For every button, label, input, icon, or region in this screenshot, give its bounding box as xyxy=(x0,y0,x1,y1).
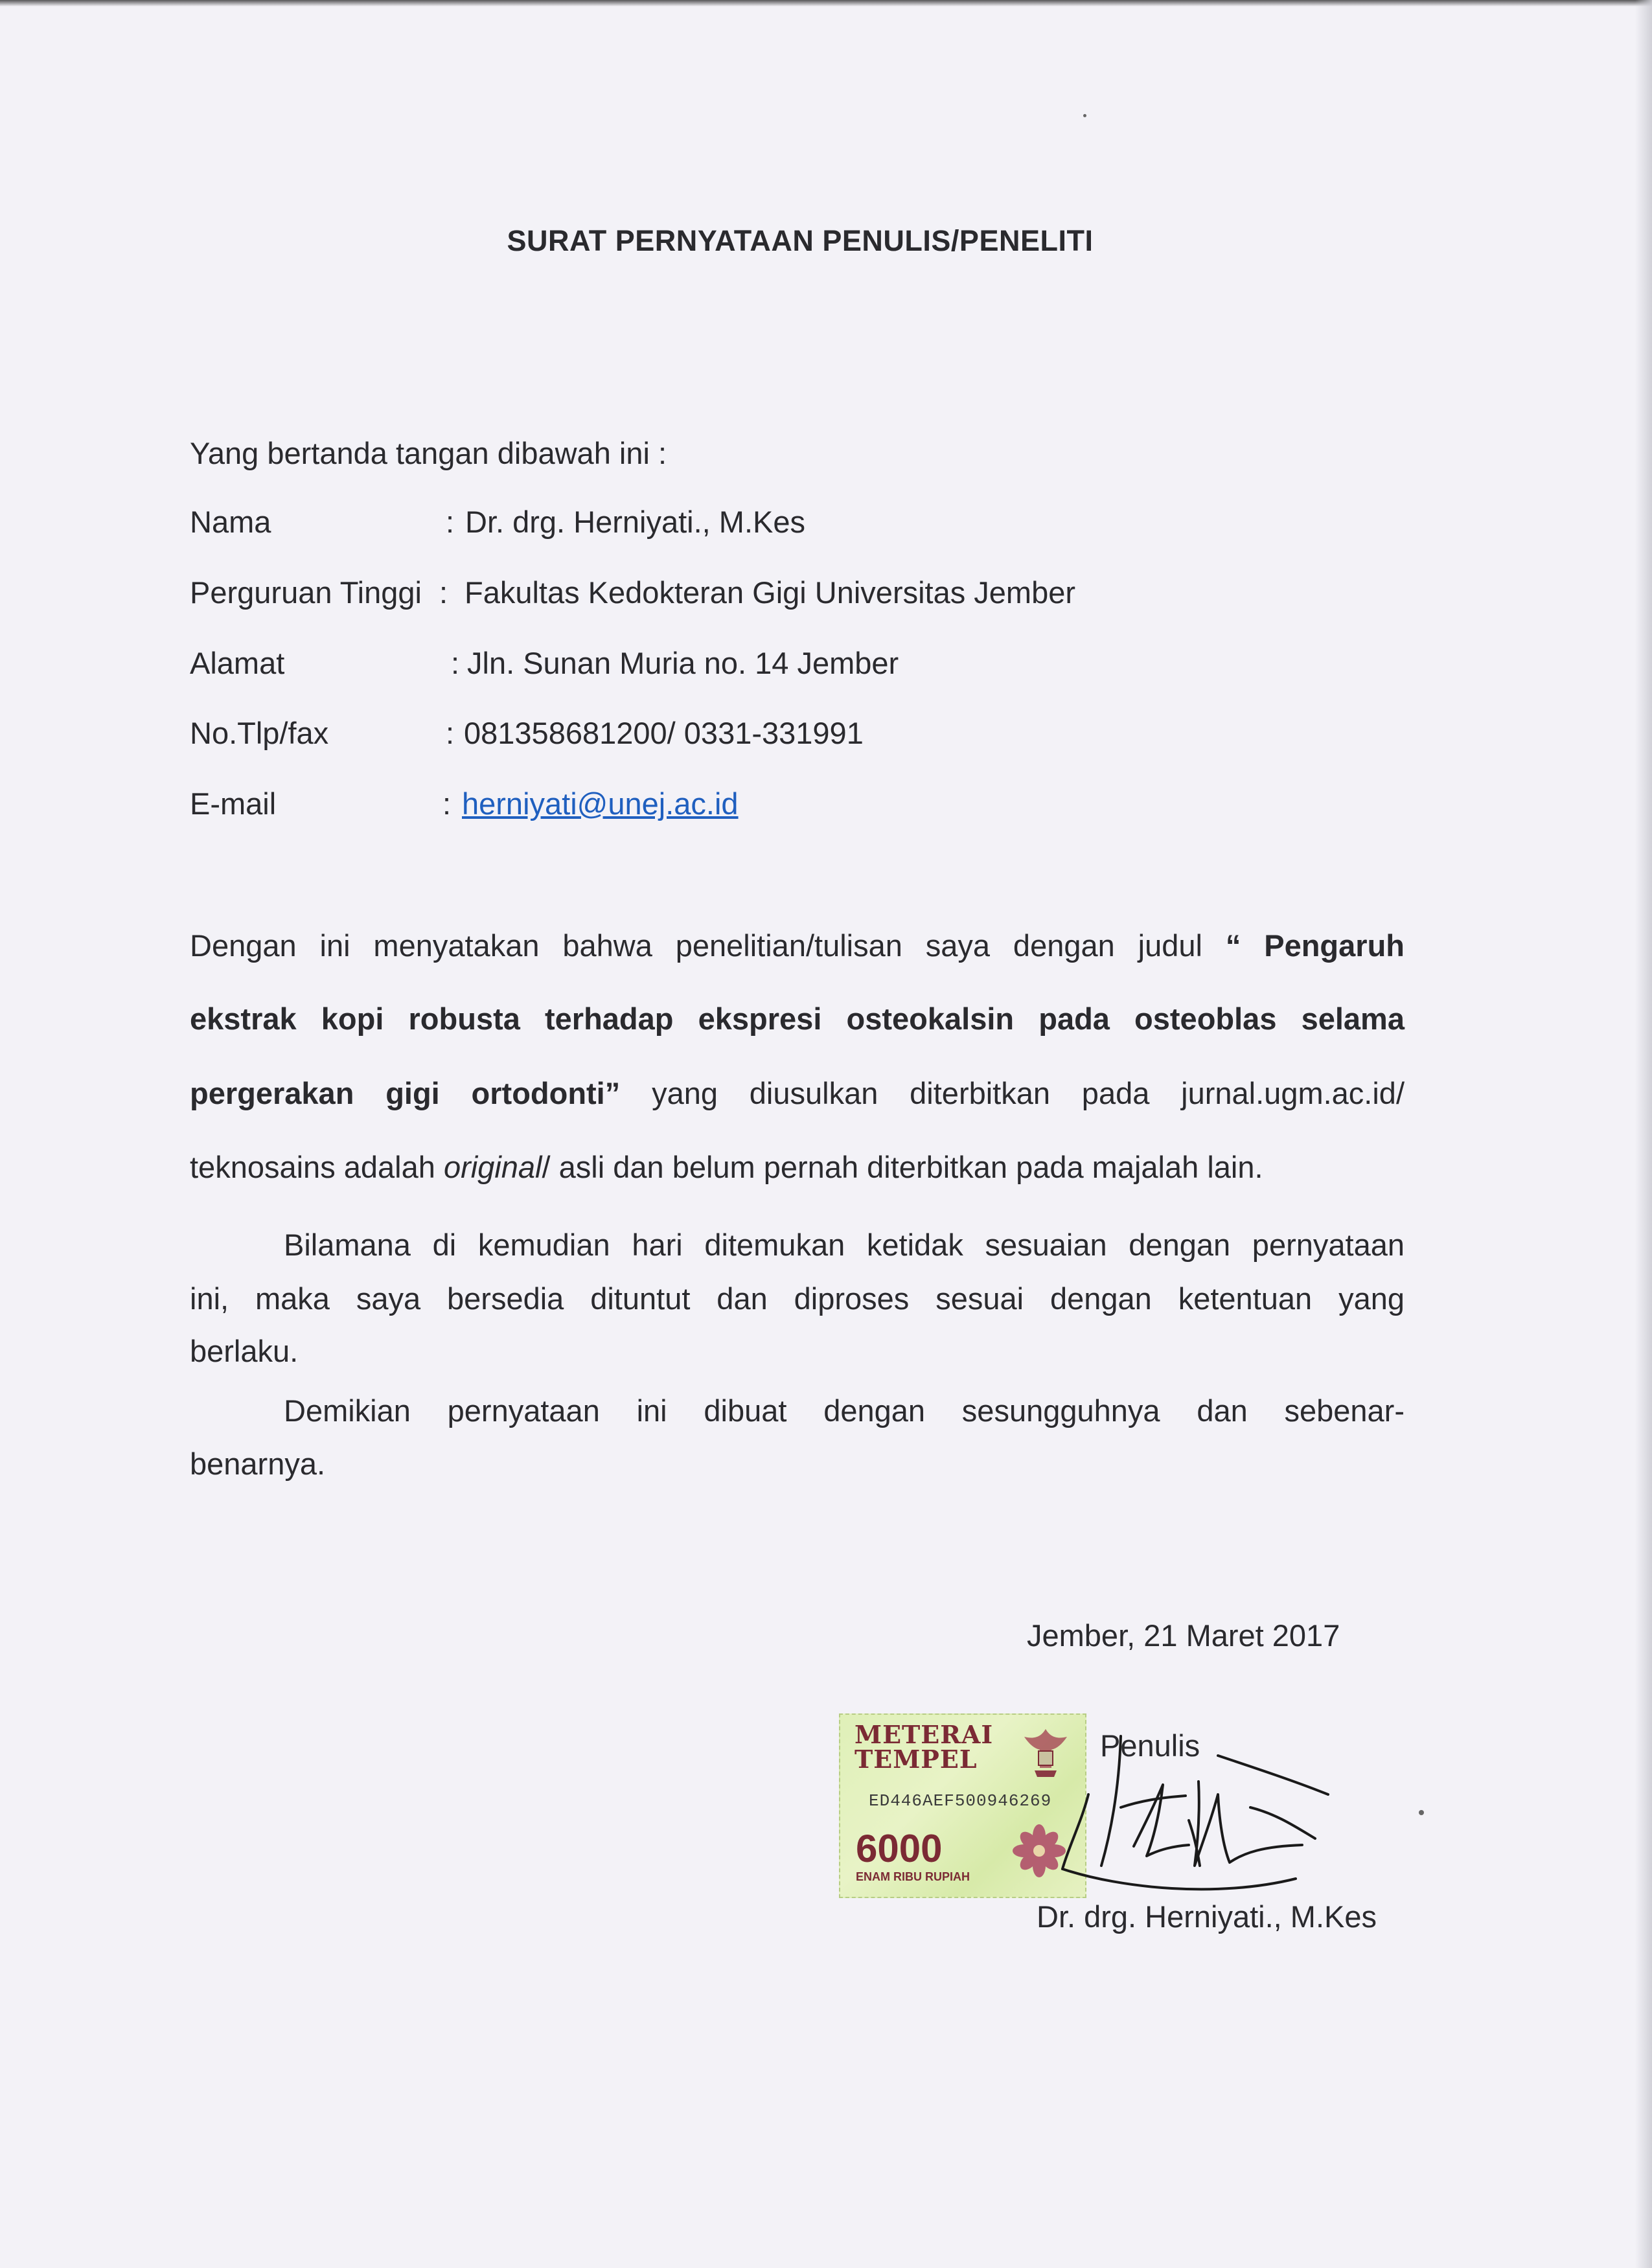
field-separator: : xyxy=(446,716,455,750)
stamp-value-words: ENAM RIBU RUPIAH xyxy=(856,1870,970,1883)
paragraph3-line-2: benarnya. xyxy=(190,1447,326,1481)
statement-title-bold: “ Pengaruh xyxy=(1225,928,1405,963)
stamp-title xyxy=(855,1720,994,1774)
paragraph2-line-2: ini, maka saya bersedia dituntut dan diproses sesuai dengan ketentuan yang xyxy=(190,1281,1405,1316)
field-label: Alamat xyxy=(190,646,285,680)
field-value: Jln. Sunan Muria no. 14 Jember xyxy=(467,646,899,680)
field-value: Dr. drg. Herniyati., M.Kes xyxy=(465,505,805,539)
date-place: Jember, 21 Maret 2017 xyxy=(1027,1618,1340,1653)
field-value: Fakultas Kedokteran Gigi Universitas Jember xyxy=(465,575,1076,610)
statement-title-bold: ekstrak kopi robusta terhadap ekspresi osteokalsin pada osteoblas selama xyxy=(190,1002,1405,1036)
statement-line-3 xyxy=(190,1075,1405,1111)
field-separator: : xyxy=(439,575,448,610)
field-label: No.Tlp/fax xyxy=(190,716,329,750)
statement-text: Dengan ini menyatakan bahwa penelitian/tulisan saya dengan judul xyxy=(190,928,1202,963)
signer-name: Dr. drg. Herniyati., M.Kes xyxy=(1037,1899,1377,1934)
stamp-title-line: METERAI xyxy=(855,1720,994,1749)
scan-speck xyxy=(1083,114,1086,117)
paragraph2-line-1: Bilamana di kemudian hari ditemukan ketidak sesuaian dengan pernyataan xyxy=(284,1228,1405,1262)
scan-edge-top xyxy=(0,0,1652,6)
scan-speck xyxy=(1419,1810,1424,1815)
stamp-value: 6000 xyxy=(856,1827,943,1870)
stamp-serial: ED446AEF500946269 xyxy=(869,1791,1052,1811)
field-label: E-mail xyxy=(190,786,277,821)
field-label: Perguruan Tinggi xyxy=(190,575,422,610)
stamp-title-line: TEMPEL xyxy=(855,1745,978,1774)
author-label: Penulis xyxy=(1100,1728,1200,1763)
statement-line-4 xyxy=(190,1149,1405,1185)
statement-italic: original xyxy=(443,1150,542,1184)
scan-edge-right xyxy=(1635,0,1652,2268)
field-separator: : xyxy=(451,646,460,680)
field-separator: : xyxy=(442,786,452,821)
field-separator: : xyxy=(446,505,455,539)
paragraph2-line-3: berlaku. xyxy=(190,1334,299,1368)
field-value: 081358681200/ 0331-331991 xyxy=(464,716,864,750)
statement-text: teknosains adalah xyxy=(190,1150,435,1184)
signature-scribble xyxy=(1024,1717,1348,1905)
email-link[interactable]: herniyati@unej.ac.id xyxy=(462,786,739,821)
statement-line-2 xyxy=(190,1001,1405,1037)
statement-line-1 xyxy=(190,928,1405,963)
document-title: SURAT PERNYATAAN PENULIS/PENELITI xyxy=(507,224,1094,257)
statement-title-bold: pergerakan gigi ortodonti” xyxy=(190,1076,621,1110)
intro-text: Yang bertanda tangan dibawah ini : xyxy=(190,436,667,470)
statement-text: yang diusulkan diterbitkan pada jurnal.ugm.ac.id/ xyxy=(652,1076,1405,1110)
field-label: Nama xyxy=(190,505,271,539)
statement-text: / asli dan belum pernah diterbitkan pada majalah lain. xyxy=(542,1150,1263,1184)
paragraph3-line-1: Demikian pernyataan ini dibuat dengan sesungguhnya dan sebenar- xyxy=(284,1393,1405,1428)
